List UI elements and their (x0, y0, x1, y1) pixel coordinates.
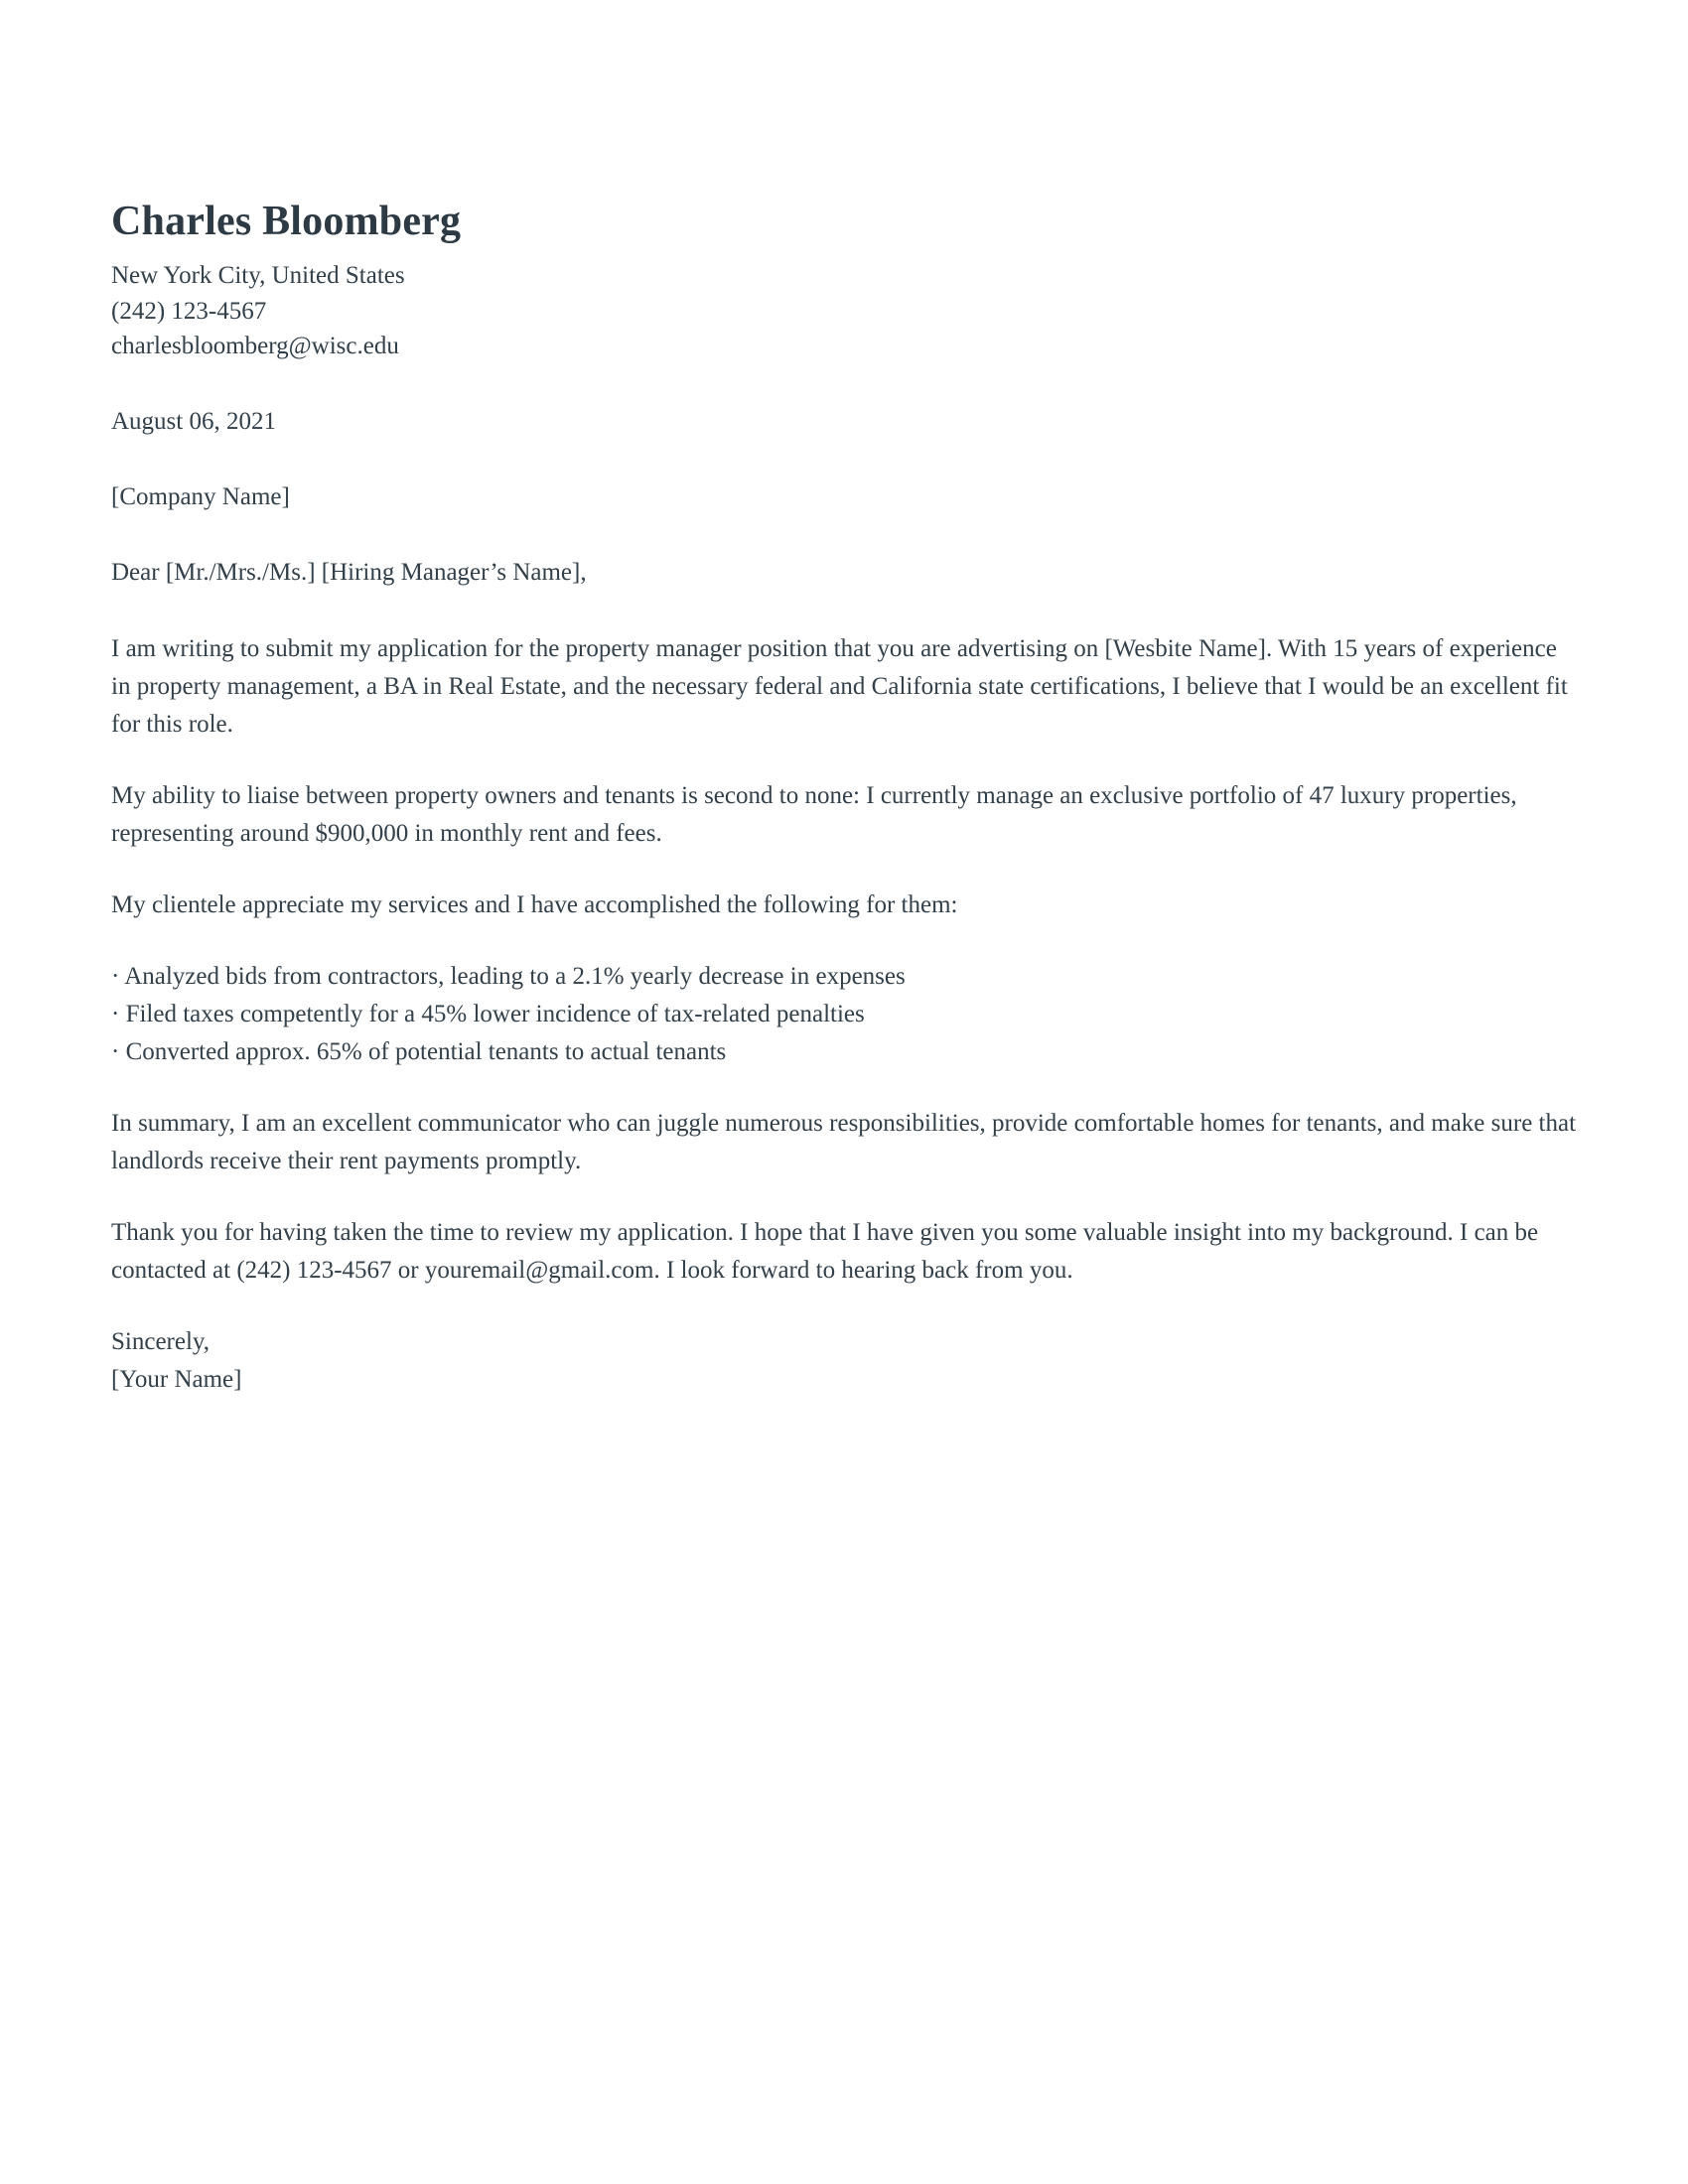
signature-name: [Your Name] (111, 1366, 242, 1394)
paragraph-thanks: Thank you for having taken the time to review my application. I hope that I have given you some valuable insight into my background. I can be contacted at (242) 123-4567 or youremail@gmail.com. I look forward to hearing back from you. (111, 1219, 1539, 1285)
list-item: · Analyzed bids from contractors, leading to a 2.1% yearly decrease in expenses (111, 958, 1581, 996)
achievements-list (111, 958, 1581, 1071)
paragraph-experience: My ability to liaise between property owners and tenants is second to none: I currently manage an exclusive portfolio of 47 luxury properties, representing around $900,000 in monthly rent and fees. (111, 782, 1517, 848)
list-item: · Converted approx. 65% of potential tenants to actual tenants (111, 1033, 1581, 1071)
spacer (111, 591, 1581, 630)
company-name: [Company Name] (111, 482, 290, 510)
applicant-name: Charles Bloomberg (111, 199, 462, 244)
cover-letter-body (111, 199, 1581, 1399)
applicant-location: New York City, United States (111, 262, 405, 290)
letter-date: August 06, 2021 (111, 407, 276, 435)
spacer (111, 440, 1581, 479)
applicant-email: charlesbloomberg@wisc.edu (111, 333, 399, 360)
achievements-lead: My clientele appreciate my services and I have accomplished the following for them: (111, 891, 958, 919)
list-item: · Filed taxes competently for a 45% lower incidence of tax-related penalties (111, 996, 1581, 1033)
spacer (111, 364, 1581, 404)
paragraph-summary: In summary, I am an excellent communicator who can juggle numerous responsibilities, provide comfortable homes for tenants, and make sure that landlords receive their rent payments promptly. (111, 1110, 1577, 1175)
applicant-phone: (242) 123-4567 (111, 297, 267, 325)
salutation: Dear [Mr./Mrs./Ms.] [Hiring Manager’s Name], (111, 559, 587, 587)
sign-off: Sincerely, (111, 1328, 211, 1356)
paragraph-intro: I am writing to submit my application for the property manager position that you are advertising on [Wesbite Name]. With 15 years of experience in property management, a BA in Real Estate, and the necessary federal and California state certifications, I believe that I would be an excellent fit for this role. (111, 635, 1568, 739)
spacer (111, 515, 1581, 555)
